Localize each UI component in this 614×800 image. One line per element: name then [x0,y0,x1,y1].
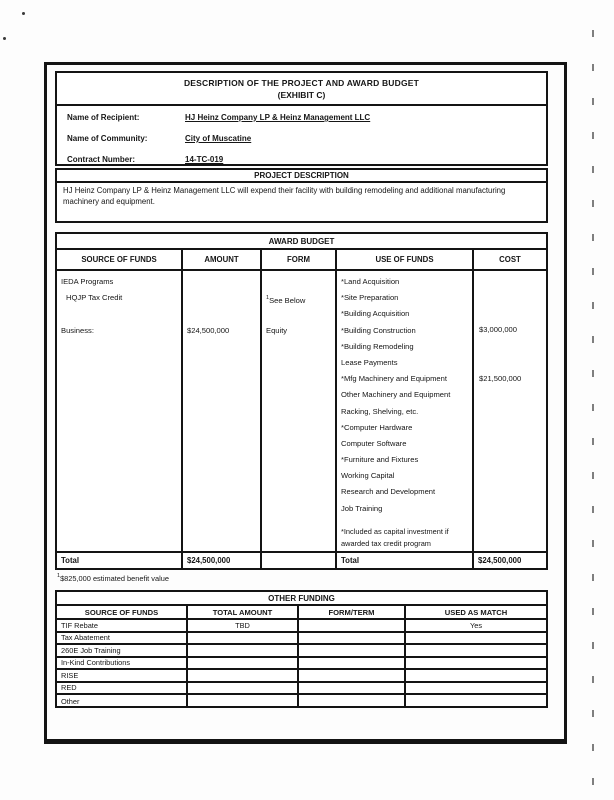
title-area [57,73,546,106]
col-header-cost: COST [499,255,521,264]
source-line-blank [57,306,181,322]
capital-investment-note: *Included as capital investment if awarded tax credit program [341,526,449,548]
form-outer-frame [44,62,567,744]
col-header-amount: AMOUNT [183,250,262,269]
amount-cell [183,271,262,551]
exhibit-label: (EXHIBIT C) [277,90,326,100]
use-item: Computer Software [341,438,407,448]
use-item: Other Machinery and Equipment [341,390,451,400]
use-of-funds-cell [337,271,474,551]
use-item: *Site Preparation [341,293,399,303]
source-line-business: Business: [61,325,94,335]
field-row-community [67,134,546,155]
use-item: *Building Construction [341,325,416,335]
form-cell [262,271,337,551]
other-funding-row-260e-job-training: 260E Job Training [57,645,546,658]
scan-artifact-right-edge [592,30,594,786]
col-header-of-total-amount: TOTAL AMOUNT [188,606,299,618]
other-funding-row-rise: RISE [57,670,546,683]
other-funding-title: OTHER FUNDING [57,592,546,606]
use-item: Research and Development [341,487,436,497]
footnote-superscript: 1 [57,573,61,579]
community-value: City of Muscatine [185,134,252,143]
use-item: Job Training [341,503,383,513]
other-funding-row-red: RED [57,683,546,696]
other-funding-row-in-kind-contributions: In-Kind Contributions [57,658,546,671]
other-funding-table [55,590,548,708]
source-line-hqjp-tax-credit: HQJP Tax Credit [66,293,123,303]
contract-number-value: 14-TC-019 [185,155,224,164]
use-item: Racking, Shelving, etc. [341,406,419,416]
use-item: *Land Acquisition [341,277,400,286]
use-item: *Mfg Machinery and Equipment [341,374,447,384]
award-budget-title: AWARD BUDGET [57,234,546,250]
total-label-left: Total [57,553,183,568]
form-equity: Equity [266,325,288,335]
col-header-source-of-funds: SOURCE OF FUNDS [57,250,183,269]
form-see-below: $^1$See Below [266,295,306,306]
document-title: DESCRIPTION OF THE PROJECT AND AWARD BUDGET [183,78,420,88]
col-header-form: FORM [262,250,337,269]
header-box [55,71,548,166]
other-funding-row-tif-rebate: TIF Rebate TBD Yes [57,620,546,633]
header-fields [57,106,546,176]
mfg-machinery-cost: $21,500,000 [479,374,522,383]
award-budget-header-row [57,250,546,271]
award-budget-body [57,271,546,551]
scan-speck [22,12,25,15]
source-line-ieda-programs: IEDA Programs [61,277,114,286]
col-header-of-form-term: FORM/TERM [299,606,406,618]
other-funding-row-tax-abatement: Tax Abatement [57,633,546,646]
col-header-of-source: SOURCE OF FUNDS [57,606,188,618]
use-item: *Computer Hardware [341,422,413,432]
other-funding-row-other: Other [57,695,546,708]
award-budget-total-row [57,551,546,568]
project-description-title: PROJECT DESCRIPTION [57,170,546,183]
recipient-label: Name of Recipient: [67,113,140,122]
use-item: *Furniture and Fixtures [341,455,419,465]
award-budget-table [55,232,548,570]
use-item: *Building Remodeling [341,341,414,351]
field-row-recipient [67,113,546,134]
business-amount: $24,500,000 [187,325,230,335]
total-label-right: Total [337,553,474,568]
benefit-value-footnote: $^1$\$825,000 estimated benefit value [57,573,169,583]
see-below-superscript: 1 [266,295,270,302]
use-item: Lease Payments [341,357,398,367]
project-description-text: HJ Heinz Company LP & Heinz Management LLC will expend their facility with building remodeling and additional manufacturing machinery and equipment. [63,186,506,206]
source-of-funds-cell [57,271,183,551]
other-funding-header-row [57,606,546,620]
total-amount: $24,500,000 [183,553,262,568]
community-label: Name of Community: [67,134,148,143]
col-header-of-used-as-match: USED AS MATCH [444,607,508,617]
cost-cell [474,271,546,551]
recipient-value: HJ Heinz Company LP & Heinz Management LLC [185,113,371,122]
project-description-section [55,168,548,223]
contract-number-label: Contract Number: [67,155,136,164]
scan-speck [3,37,6,40]
col-header-use-of-funds: USE OF FUNDS [337,250,474,269]
total-cost: $24,500,000 [478,556,522,565]
use-item: Working Capital [341,471,395,481]
building-construction-cost: $3,000,000 [479,325,518,334]
use-item: *Building Acquisition [341,309,410,319]
